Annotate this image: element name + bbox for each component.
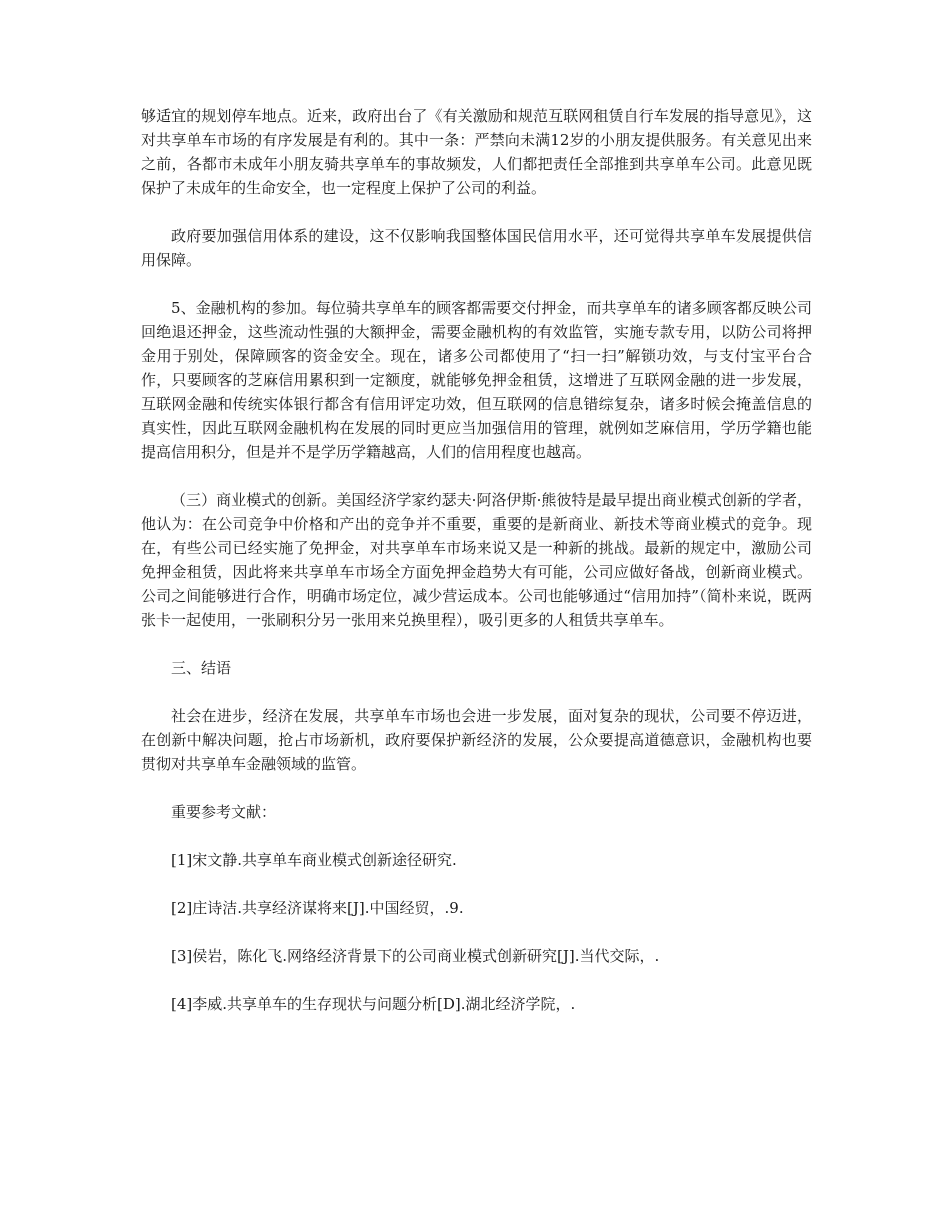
- paragraph-business-model: （三）商业模式的创新。美国经济学家约瑟夫·阿洛伊斯·熊彼特是最早提出商业模式创新的学者，他认为：在公司竞争中价格和产出的竞争并不重要，重要的是新商业、新技术等商业模式的竞争。现在，有些公司已经实施了免押金，对共享单车市场来说又是一种新的挑战。最新的规定中，激励公司免押金租赁，因此将来共享单车市场全方面免押金趋势大有可能，公司应做好备战，创新商业模式。公司之间能够进行合作，明确市场定位，减少营运成本。公司也能够通过“信用加持”（简朴来说，既两张卡一起使用，一张刷积分另一张用来兑换里程），吸引更多的人租赁共享单车。: [141, 491, 812, 629]
- section-heading-conclusion: 三、结语: [171, 659, 232, 677]
- reference-item: [4]李威.共享单车的生存现状与问题分析[D].湖北经济学院，.: [171, 995, 576, 1013]
- document-body: [141, 104, 812, 1040]
- reference-item: [1]宋文静.共享单车商业模式创新途径研究.: [171, 851, 457, 869]
- paragraph-financial-institutions: 5、金融机构的参加。每位骑共享单车的顾客都需要交付押金，而共享单车的诸多顾客都反映公司回绝退还押金，这些流动性强的大额押金，需要金融机构的有效监管，实施专款专用，以防公司将押金用于别处，保障顾客的资金安全。现在，诸多公司都使用了“扫一扫”解锁功效，与支付宝平台合作，只要顾客的芝麻信用累积到一定额度，就能够免押金租赁，这增进了互联网金融的进一步发展，互联网金融和传统实体银行都含有信用评定功效，但互联网的信息错综复杂，诸多时候会掩盖信息的真实性，因此互联网金融机构在发展的同时更应当加强信用的管理，就例如芝麻信用，学历学籍也能提高信用积分，但是并不是学历学籍越高，人们的信用程度也越高。: [141, 299, 812, 461]
- paragraph-policy: 够适宜的规划停车地点。近来，政府出台了《有关激励和规范互联网租赁自行车发展的指导意见》，这对共享单车市场的有序发展是有利的。其中一条：严禁向未满12岁的小朋友提供服务。有关意见出来之前，各都市未成年小朋友骑共享单车的事故频发，人们都把责任全部推到共享单车公司。此意见既保护了未成年的生命安全，也一定程度上保护了公司的利益。: [141, 107, 812, 197]
- paragraph-conclusion: 社会在进步，经济在发展，共享单车市场也会进一步发展，面对复杂的现状，公司要不停迈进，在创新中解决问题，抢占市场新机，政府要保护新经济的发展，公众要提高道德意识，金融机构也要贯彻对共享单车金融领域的监管。: [141, 707, 812, 773]
- section-heading-references: 重要参考文献：: [171, 803, 277, 821]
- paragraph-credit-system: 政府要加强信用体系的建设，这不仅影响我国整体国民信用水平，还可觉得共享单车发展提供信用保障。: [141, 227, 812, 269]
- reference-item: [3]侯岩，陈化飞.网络经济背景下的公司商业模式创新研究[J].当代交际，.: [171, 947, 660, 965]
- reference-item: [2]庄诗洁.共享经济谋将来[J].中国经贸，.9.: [171, 899, 464, 917]
